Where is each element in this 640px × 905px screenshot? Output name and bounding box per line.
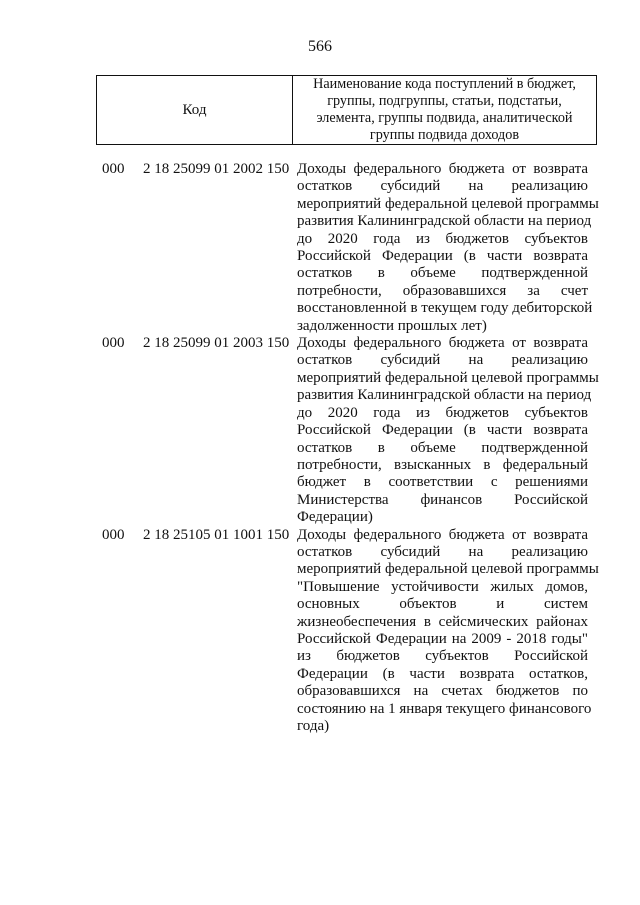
description-line: бюджет в соответствии с решениями	[297, 474, 588, 491]
description-line: из бюджетов субъектов Российской	[297, 648, 588, 665]
description-line: остатков субсидий на реализацию	[297, 543, 588, 560]
header-code-cell: Код	[97, 76, 293, 144]
description-line: задолженности прошлых лет)	[297, 317, 487, 334]
description-line: Федерации (в части возврата остатков,	[297, 665, 588, 682]
description-line: развития Калининградской области на период	[297, 213, 592, 230]
description-line: потребности, взысканных в федеральный	[297, 456, 588, 473]
description-line: Доходы федерального бюджета от возврата	[297, 161, 588, 177]
description-line: основных объектов и систем	[297, 596, 588, 613]
table-row	[0, 335, 640, 526]
description-line: до 2020 года из бюджетов субъектов	[297, 404, 588, 421]
income-description	[297, 161, 599, 335]
income-code: 2 18 25099 01 2002 150	[143, 161, 290, 177]
description-line: Доходы федерального бюджета от возврата	[297, 526, 588, 543]
description-line: "Повышение устойчивости жилых домов,	[297, 578, 588, 595]
table-header	[96, 75, 597, 145]
description-line: Российской Федерации (в части возврата	[297, 422, 588, 439]
description-line: остатков в объеме подтвержденной	[297, 439, 588, 456]
description-line: образовавшихся на счетах бюджетов по	[297, 683, 588, 700]
description-line: остатков субсидий на реализацию	[297, 352, 588, 369]
description-line: состоянию на 1 января текущего финансового	[297, 700, 592, 717]
description-line: до 2020 года из бюджетов субъектов	[297, 230, 588, 247]
description-line: жизнеобеспечения в сейсмических районах	[297, 613, 588, 630]
table-row	[0, 527, 640, 736]
admin-code: 000	[102, 526, 125, 543]
description-line: мероприятий федеральной целевой программы	[297, 561, 599, 578]
description-line: остатков субсидий на реализацию	[297, 178, 588, 195]
admin-code: 000	[102, 335, 125, 352]
header-name-cell: Наименование кода поступлений в бюджет, группы, подгруппы, статьи, подстатьи, элемента, группы подвида, аналитической группы подвида доходов	[313, 76, 576, 143]
description-line: Министерства финансов Российской	[297, 491, 588, 508]
income-description	[297, 526, 599, 736]
page-number: 566	[308, 38, 332, 55]
description-line: развития Калининградской области на период	[297, 387, 592, 404]
income-description	[297, 335, 599, 526]
description-line: мероприятий федеральной целевой программы	[297, 195, 599, 212]
description-line: потребности, образовавшихся за счет	[297, 282, 588, 299]
description-line: мероприятий федеральной целевой программы	[297, 369, 599, 386]
table-body	[0, 161, 640, 735]
description-line: остатков в объеме подтвержденной	[297, 265, 588, 282]
income-code: 2 18 25099 01 2003 150	[143, 335, 290, 352]
description-line: Доходы федерального бюджета от возврата	[297, 335, 588, 352]
description-line: Федерации)	[297, 509, 373, 526]
description-line: Российской Федерации на 2009 - 2018 годы"	[297, 630, 588, 647]
income-code: 2 18 25105 01 1001 150	[143, 526, 290, 543]
admin-code: 000	[102, 161, 125, 177]
description-line: Российской Федерации (в части возврата	[297, 248, 588, 265]
table-row	[0, 161, 640, 335]
description-line: года)	[297, 718, 330, 734]
description-line: восстановленной в текущем году дебиторской	[297, 300, 593, 317]
